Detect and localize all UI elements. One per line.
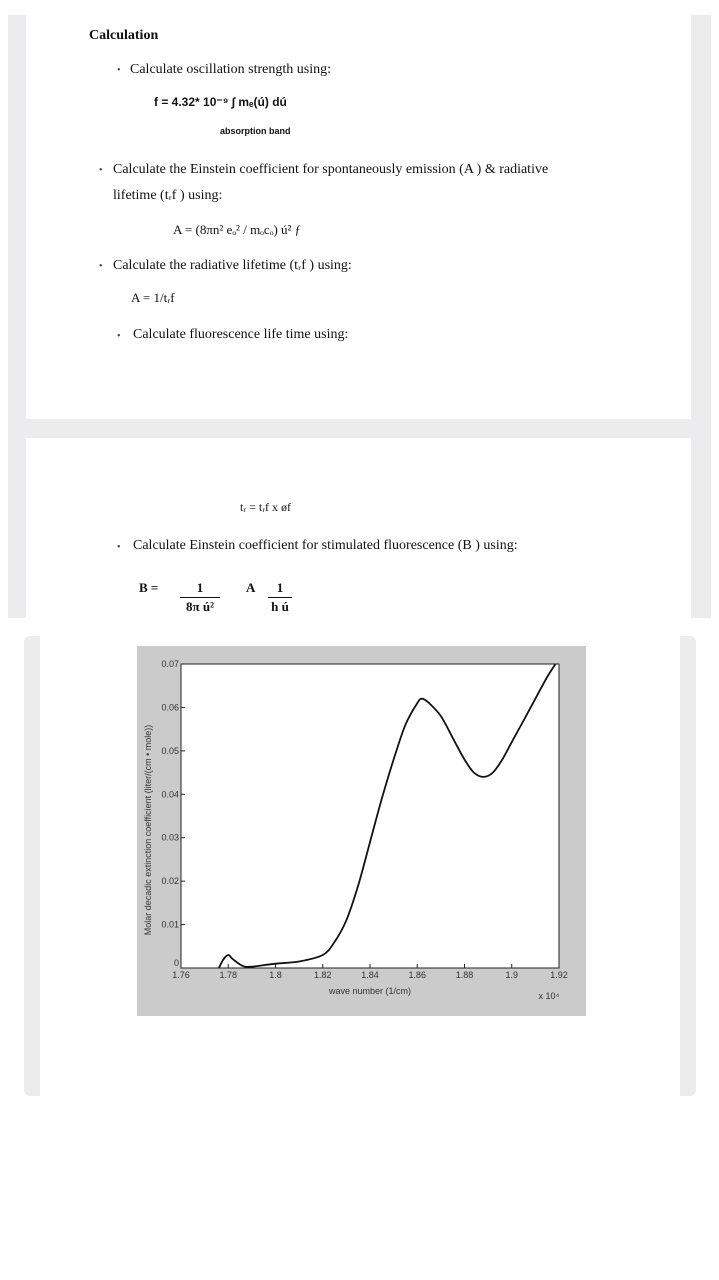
fraction-2-denominator: h ú <box>271 599 289 614</box>
x-tick-label: 1.88 <box>455 970 474 980</box>
section-heading: Calculation <box>89 28 159 43</box>
x-tick-label: 1.8 <box>269 970 282 980</box>
a-symbol: A <box>246 580 256 595</box>
fraction-1 <box>180 580 220 615</box>
fluorescence-lifetime-equation: tᵣ = tᵣf x øf <box>240 500 291 514</box>
step-einstein-b: Calculate Einstein coefficient for stimulated fluorescence (B ) using: <box>133 538 518 553</box>
step-radiative-lifetime: Calculate the radiative lifetime (tᵣf ) using: <box>113 258 352 273</box>
page-2 <box>26 438 691 618</box>
step-fluorescence-lifetime: Calculate fluorescence life time using: <box>133 327 349 342</box>
b-label: B = <box>139 580 159 595</box>
y-tick-label: 0.06 <box>161 702 179 713</box>
x-tick-label: 1.9 <box>505 970 519 980</box>
step-einstein-a-line-1: Calculate the Einstein coefficient for spontaneously emission (A ) & radiative <box>113 162 549 177</box>
einstein-a-equation: A = (8πn² eₒ² / mₒcₒ) ú² ƒ <box>173 222 302 237</box>
y-tick-label: 0.07 <box>161 659 179 669</box>
x-tick-label: 1.78 <box>219 970 238 980</box>
bullet-4: • <box>117 331 121 342</box>
x-tick-label: 1.92 <box>550 970 568 980</box>
x-multiplier-label: x 10⁴ <box>538 991 560 1001</box>
y-tick-label: 0.03 <box>161 832 179 843</box>
y-axis-label: Molar decadic extinction coefficient (liter/(cm • mole)) <box>143 724 153 936</box>
a-inverse-equation: A = 1/tᵣf <box>131 290 175 305</box>
x-tick-label: 1.86 <box>408 970 427 980</box>
integral-limits-label: absorption band <box>220 126 291 136</box>
extinction-spectrum-chart <box>137 646 586 1016</box>
bullet-5: • <box>117 542 121 553</box>
step-einstein-a-line-2: lifetime (tᵣf ) using: <box>113 188 223 203</box>
fraction-2-numerator: 1 <box>268 580 292 598</box>
bullet-2: • <box>99 165 103 176</box>
fraction-1-denominator: 8π ú² <box>186 599 214 614</box>
y-tick-label: 0.01 <box>161 919 179 930</box>
y-tick-label: 0.04 <box>161 789 179 800</box>
y-tick-label: 0 <box>173 958 179 968</box>
fraction-1-numerator: 1 <box>180 580 220 598</box>
fraction-2 <box>268 580 292 615</box>
y-tick-label: 0.05 <box>161 745 179 756</box>
x-tick-label: 1.84 <box>361 970 379 980</box>
page-1 <box>26 15 691 419</box>
oscillation-strength-equation: f = 4.32* 10⁻⁹ ∫ mₑ(ú) dú <box>154 95 287 109</box>
x-axis-label: wave number (1/cm) <box>328 986 412 996</box>
plot-area <box>181 664 559 968</box>
bullet-3: • <box>99 261 103 272</box>
bullet-1: • <box>117 65 121 76</box>
x-tick-label: 1.76 <box>172 970 190 980</box>
x-tick-label: 1.82 <box>313 970 332 980</box>
step-oscillation-strength: Calculate oscillation strength using: <box>130 62 332 77</box>
y-tick-label: 0.02 <box>161 876 179 887</box>
